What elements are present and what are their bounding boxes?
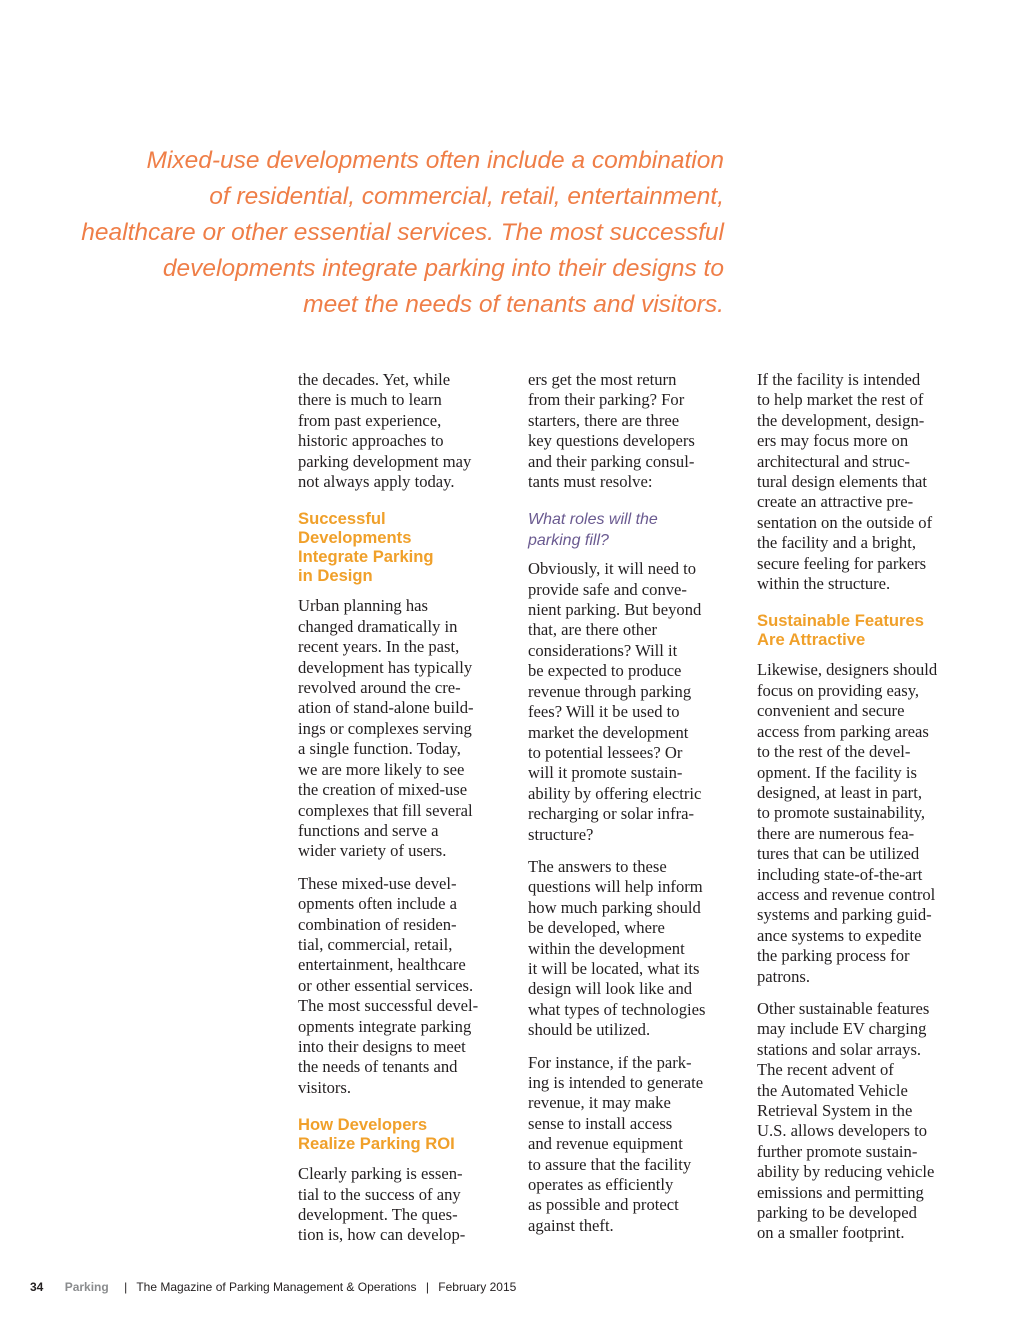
text-line: nient parking. But beyond — [528, 600, 702, 620]
text-line: a single function. Today, — [298, 739, 461, 759]
text-line: opments integrate parking — [298, 1016, 472, 1036]
text-line: ability by reducing vehicle — [757, 1162, 935, 1182]
text-line: tial to the success of any — [298, 1184, 461, 1204]
text-line: be developed, where — [528, 918, 665, 938]
text-line: recent years. In the past, — [298, 637, 460, 657]
text-line: the facility and a bright, — [757, 533, 916, 553]
text-line: complexes that fill several — [298, 800, 473, 820]
text-line: within the structure. — [757, 574, 891, 594]
text-line: revenue through parking — [528, 681, 692, 701]
footer-separator: | — [124, 1280, 128, 1294]
text-line: parking fill? — [528, 531, 609, 549]
text-line: considerations? Will it — [528, 640, 678, 660]
text-line: Clearly parking is essen- — [298, 1164, 463, 1184]
text-line: The recent advent of — [757, 1060, 894, 1080]
text-line: Obviously, it will need to — [528, 559, 697, 579]
text-line: the development, design- — [757, 410, 925, 430]
text-line: to the rest of the devel- — [757, 742, 911, 762]
subheading — [528, 510, 743, 551]
text-line: to assure that the facility — [528, 1154, 692, 1174]
paragraph — [298, 370, 513, 492]
text-line: secure feeling for parkers — [757, 553, 927, 573]
text-line: against theft. — [528, 1215, 614, 1235]
text-line: parking development may — [298, 451, 472, 471]
paragraph — [757, 370, 972, 594]
text-line: For instance, if the park- — [528, 1052, 692, 1072]
text-line: further promote sustain- — [757, 1141, 918, 1161]
text-line: revenue, it may make — [528, 1093, 671, 1113]
text-line: combination of residen- — [298, 914, 457, 934]
text-line: the parking process for — [757, 946, 910, 966]
text-line: The answers to these — [528, 856, 667, 876]
text-line: from past experience, — [298, 410, 442, 430]
text-line: ers get the most return — [528, 370, 677, 389]
text-line: parking to be developed — [757, 1203, 917, 1223]
text-line: tion is, how can develop- — [298, 1225, 466, 1245]
text-line: create an attractive pre- — [757, 492, 914, 512]
text-line: structure? — [528, 824, 594, 844]
text-line: the needs of tenants and — [298, 1057, 458, 1077]
text-line: sense to install access — [528, 1113, 673, 1133]
paragraph — [528, 370, 743, 492]
article-column-2 — [528, 370, 743, 1248]
text-line: it will be located, what its — [528, 958, 700, 978]
paragraph — [298, 874, 513, 1098]
text-line: may include EV charging — [757, 1019, 927, 1039]
text-line: will it promote sustain- — [528, 763, 683, 783]
text-line: stations and solar arrays. — [757, 1039, 922, 1059]
text-line: emissions and permitting — [757, 1182, 924, 1202]
text-line: as possible and protect — [528, 1195, 679, 1215]
text-line: opments often include a — [298, 894, 457, 914]
text-line: What roles will the — [528, 511, 658, 529]
text-line: Likewise, designers should — [757, 660, 938, 680]
text-line: that, are there other — [528, 620, 657, 640]
text-line: Sustainable Features — [757, 611, 924, 631]
text-line: be expected to produce — [528, 661, 682, 681]
paragraph — [757, 999, 972, 1244]
text-line: U.S. allows developers to — [757, 1121, 928, 1141]
text-line: revolved around the cre- — [298, 678, 461, 698]
text-line: meet the needs of tenants and visitors. — [303, 291, 724, 318]
text-line: ings or complexes serving — [298, 718, 472, 738]
text-line: the creation of mixed-use — [298, 780, 468, 800]
text-line: development has typically — [298, 657, 473, 677]
magazine-subtitle: The Magazine of Parking Management & Operations — [136, 1280, 417, 1294]
text-line: architectural and struc- — [757, 451, 910, 471]
text-line: or other essential services. — [298, 975, 474, 995]
text-line: in Design — [298, 566, 373, 586]
text-line: fees? Will it be used to — [528, 702, 680, 722]
page-number: 34 — [30, 1280, 44, 1294]
text-line: recharging or solar infra- — [528, 804, 695, 824]
text-line: Realize Parking ROI — [298, 1134, 455, 1154]
text-line: to promote sustainability, — [757, 803, 926, 823]
text-line: wider variety of users. — [298, 841, 447, 861]
text-line: to potential lessees? Or — [528, 742, 683, 762]
text-line: ation of stand-alone build- — [298, 698, 474, 718]
text-line: Integrate Parking — [298, 547, 434, 567]
text-line: into their designs to meet — [298, 1036, 466, 1056]
text-line: there is much to learn — [298, 390, 442, 410]
section-heading — [757, 611, 972, 649]
text-line: Urban planning has — [298, 596, 428, 616]
text-line: Other sustainable features — [757, 998, 930, 1018]
text-line: design will look like and — [528, 979, 693, 999]
text-line: ability by offering electric — [528, 783, 702, 803]
article-column-3 — [757, 370, 972, 1256]
text-line: Successful — [298, 509, 386, 529]
text-line: The most successful devel- — [298, 996, 479, 1016]
text-line: functions and serve a — [298, 820, 439, 840]
text-line: there are numerous fea- — [757, 823, 915, 843]
text-line: changed dramatically in — [298, 616, 458, 636]
text-line: on a smaller footprint. — [757, 1223, 905, 1243]
text-line: ance systems to expedite — [757, 925, 922, 945]
text-line: market the development — [528, 722, 689, 742]
text-line: what types of technologies — [528, 999, 706, 1019]
text-line: questions will help inform — [528, 877, 703, 897]
pull-quote — [64, 143, 724, 323]
text-line: systems and parking guid- — [757, 905, 932, 925]
text-line: not always apply today. — [298, 472, 455, 492]
text-line: how much parking should — [528, 897, 701, 917]
text-line: access and revenue control — [757, 884, 936, 904]
paragraph — [528, 1053, 743, 1237]
text-line: These mixed-use devel- — [298, 873, 457, 893]
text-line: development. The ques- — [298, 1205, 458, 1224]
article-column-1 — [298, 370, 513, 1258]
text-line: of residential, commercial, retail, entertainment, — [209, 183, 724, 210]
text-line: Are Attractive — [757, 630, 866, 650]
text-line: starters, there are three — [528, 410, 680, 430]
page-footer — [30, 1280, 516, 1294]
paragraph — [528, 559, 743, 845]
text-line: healthcare or other essential services. The most successful — [81, 219, 724, 246]
text-line: within the development — [528, 938, 685, 958]
paragraph — [298, 1164, 513, 1246]
text-line: patrons. — [757, 966, 810, 986]
text-line: developments integrate parking into their designs to — [162, 255, 724, 282]
text-line: key questions developers — [528, 431, 695, 451]
text-line: operates as efficiently — [528, 1175, 674, 1195]
paragraph — [528, 857, 743, 1041]
text-line: tures that can be utilized — [757, 844, 920, 864]
text-line: focus on providing easy, — [757, 680, 920, 700]
text-line: ing is intended to generate — [528, 1073, 704, 1092]
text-line: we are more likely to see — [298, 759, 465, 779]
text-line: should be utilized. — [528, 1020, 651, 1040]
text-line: If the facility is intended — [757, 370, 921, 389]
text-line: Developments — [298, 528, 412, 548]
text-line: the Automated Vehicle — [757, 1080, 908, 1100]
paragraph — [298, 596, 513, 861]
text-line: entertainment, healthcare — [298, 955, 466, 975]
text-line: sentation on the outside of — [757, 512, 933, 532]
section-heading — [298, 509, 513, 585]
text-line: convenient and secure — [757, 701, 905, 721]
text-line: to help market the rest of — [757, 390, 924, 410]
footer-separator: | — [425, 1280, 429, 1294]
text-line: opment. If the facility is — [757, 762, 917, 782]
text-line: Mixed-use developments often include a combination — [146, 147, 724, 174]
text-line: visitors. — [298, 1077, 352, 1097]
text-line: the decades. Yet, while — [298, 370, 451, 389]
text-line: historic approaches to — [298, 431, 444, 451]
text-line: tants must resolve: — [528, 472, 653, 492]
text-line: ers may focus more on — [757, 431, 909, 451]
text-line: access from parking areas — [757, 721, 929, 741]
text-line: provide safe and conve- — [528, 579, 687, 599]
text-line: How Developers — [298, 1115, 428, 1135]
magazine-name: Parking — [64, 1280, 109, 1294]
text-line: from their parking? For — [528, 390, 685, 410]
text-line: tural design elements that — [757, 472, 928, 492]
text-line: Retrieval System in the — [757, 1101, 913, 1120]
paragraph — [757, 660, 972, 987]
text-line: and revenue equipment — [528, 1134, 683, 1154]
text-line: and their parking consul- — [528, 451, 695, 471]
section-heading — [298, 1115, 513, 1153]
text-line: including state-of-the-art — [757, 864, 923, 884]
text-line: designed, at least in part, — [757, 782, 922, 802]
issue-date: February 2015 — [438, 1280, 517, 1294]
text-line: tial, commercial, retail, — [298, 934, 453, 954]
